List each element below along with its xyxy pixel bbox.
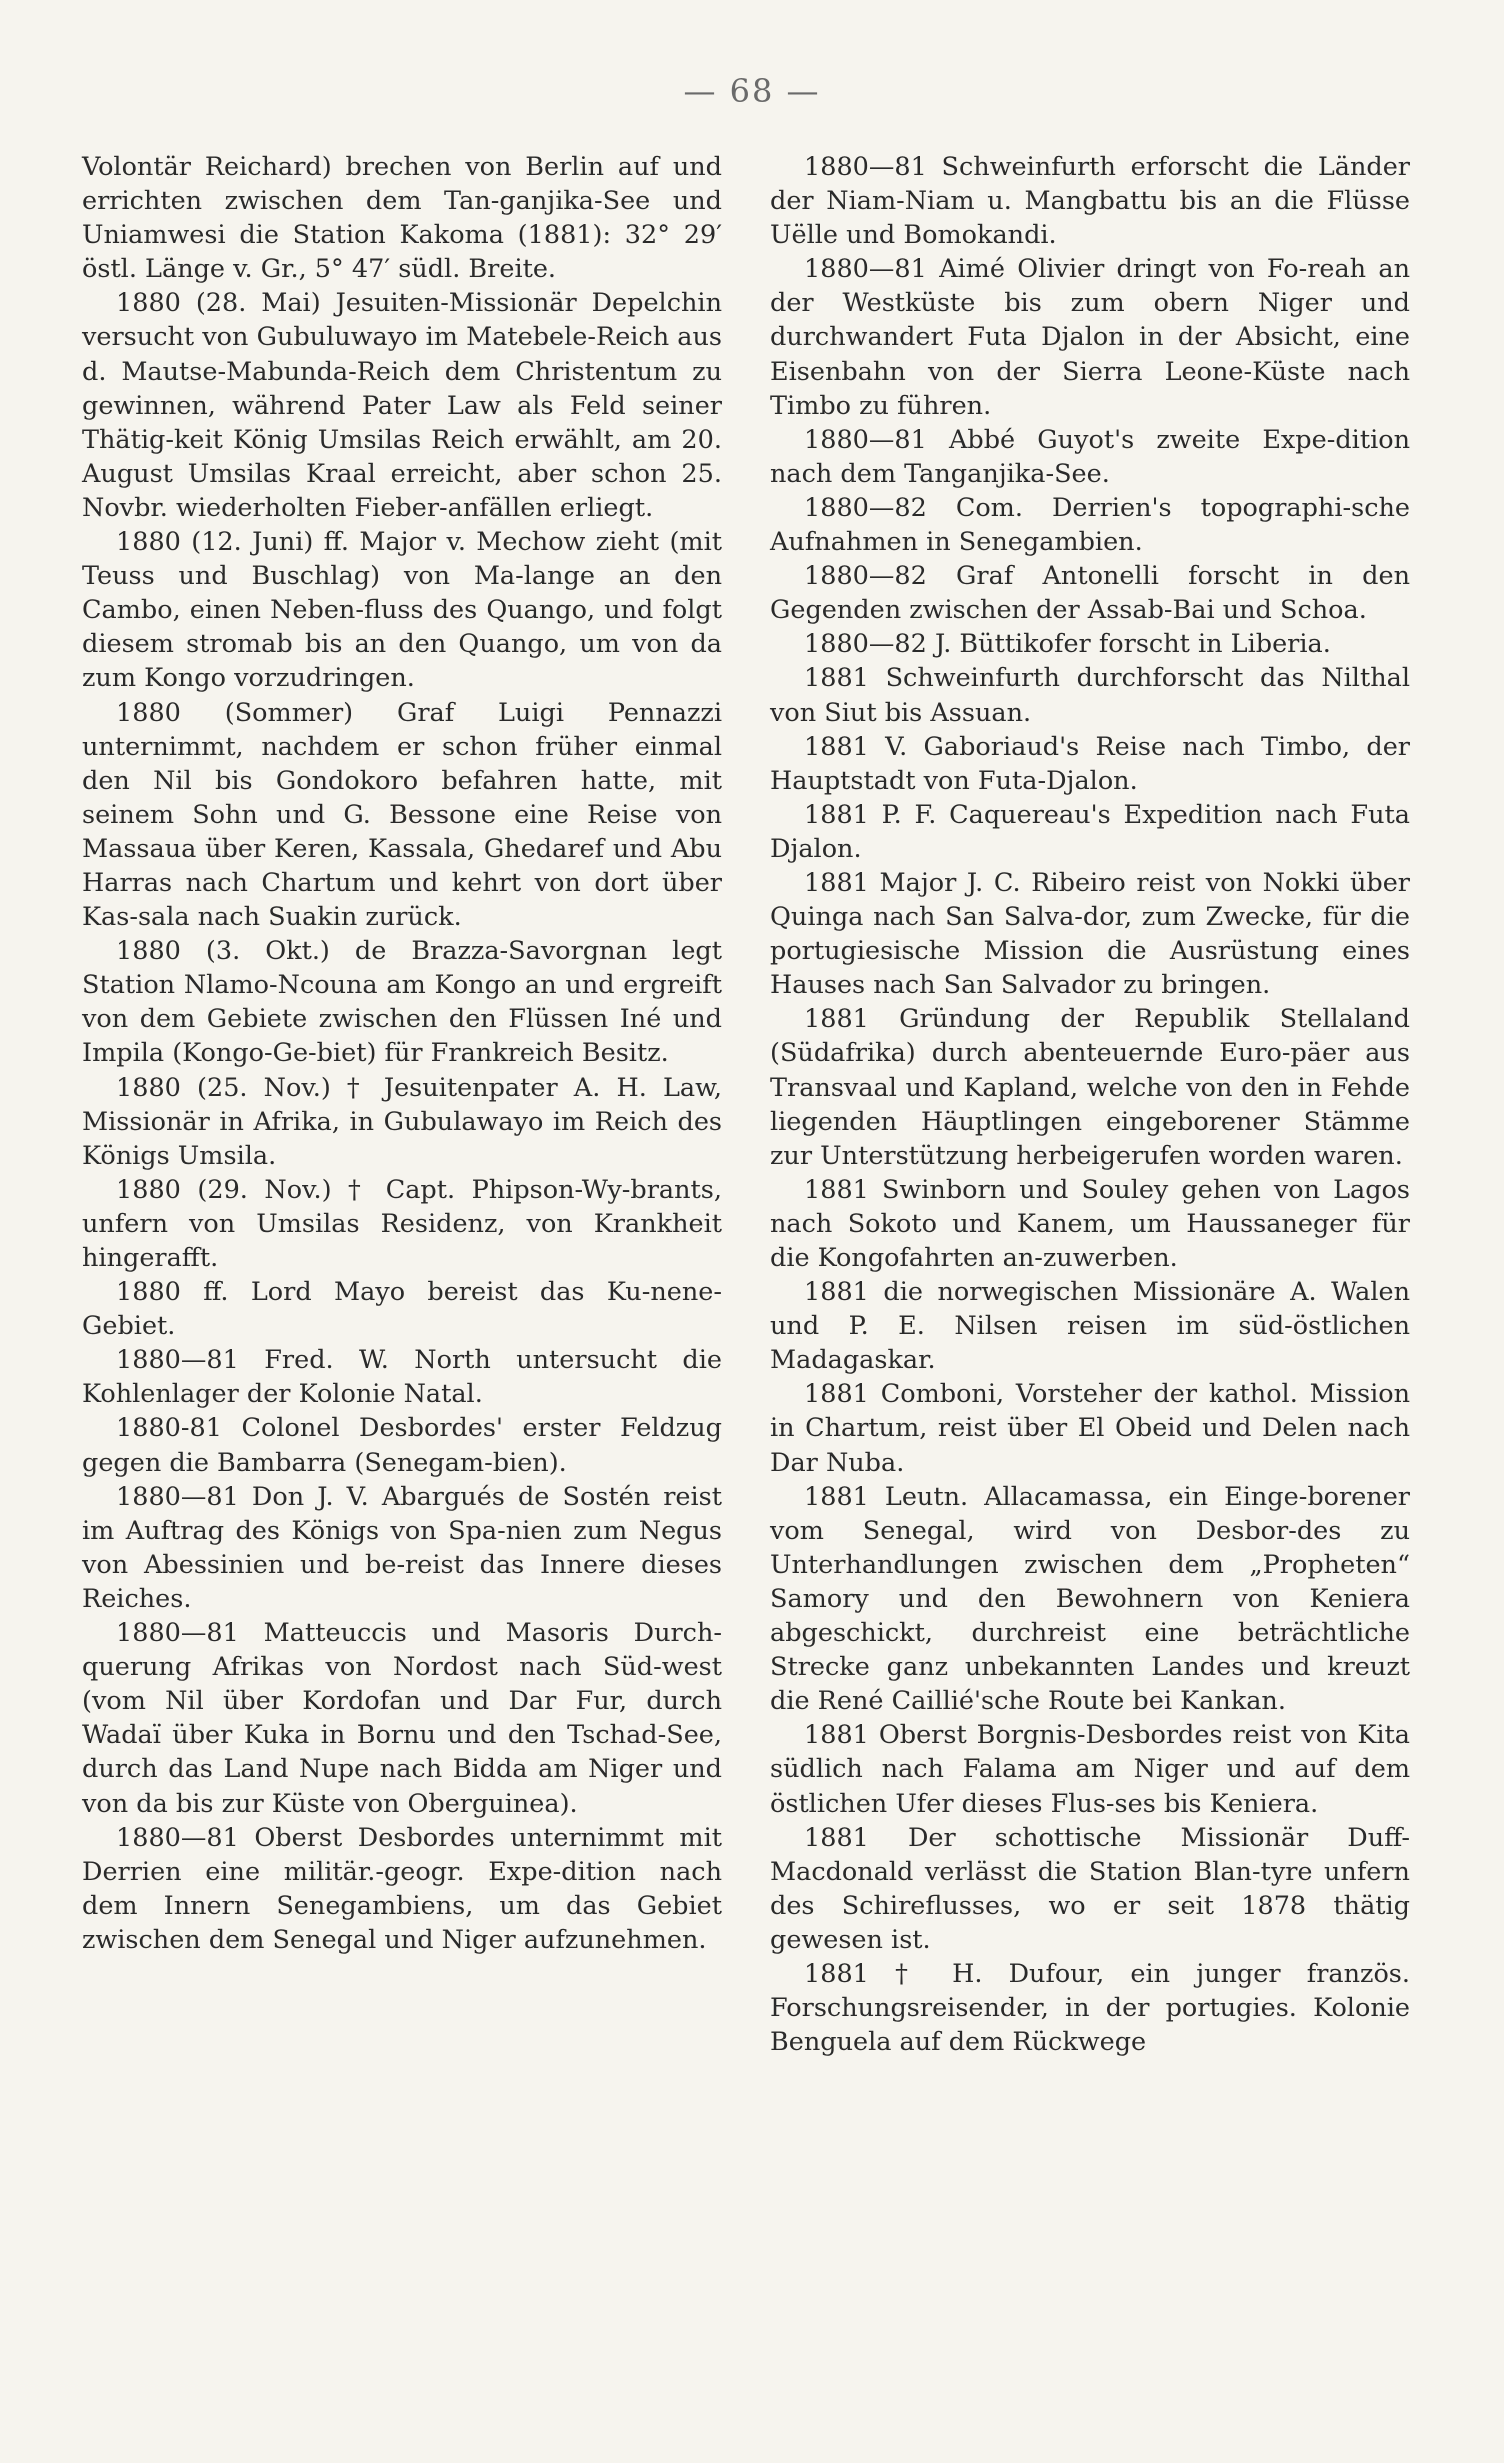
chronology-entry: 1880—81 Oberst Desbordes unternimmt mit Derrien eine militär.-geogr. Expe-dition nach dem Innern Senegambiens, um das Gebiet zwischen dem Senegal und Niger aufzunehmen.: [82, 1822, 722, 1955]
chronology-entry: 1881 P. F. Caquereau's Expedition nach Futa Djalon.: [770, 799, 1410, 864]
chronology-entry: 1880—81 Abbé Guyot's zweite Expe-dition nach dem Tanganjika-See.: [770, 424, 1410, 489]
chronology-entry: 1880—81 Schweinfurth erforscht die Länder der Niam-Niam u. Mangbattu bis an die Flüsse Uëlle und Bomokandi.: [770, 152, 1410, 251]
left-column: [82, 150, 722, 1957]
page-number: — 68 —: [683, 72, 821, 110]
right-column: [770, 150, 1410, 2059]
chronology-entry: 1881 Schweinfurth durchforscht das Nilthal von Siut bis Assuan.: [770, 663, 1410, 728]
chronology-entry: 1880—81 Matteuccis und Masoris Durch-querung Afrikas von Nordost nach Süd-west (vom Nil über Kordofan und Dar Fur, durch Wadaï über Kuka in Bornu und den Tschad-See, durch das Land Nupe nach Bidda am Niger und von da bis zur Küste von Oberguinea).: [82, 1618, 722, 1819]
chronology-entry: 1880 ff. Lord Mayo bereist das Ku-nene-Gebiet.: [82, 1277, 722, 1342]
chronology-entry: 1880 (25. Nov.) † Jesuitenpater A. H. Law, Missionär in Afrika, in Gubulawayo im Reich des Königs Umsila.: [82, 1072, 722, 1171]
chronology-entry: 1880—81 Aimé Olivier dringt von Fo-reah an der Westküste bis zum obern Niger und durchwandert Futa Djalon in der Absicht, eine Eisenbahn von der Sierra Leone-Küste nach Timbo zu führen.: [770, 254, 1410, 421]
chronology-entry: 1881 Oberst Borgnis-Desbordes reist von Kita südlich nach Falama am Niger und auf dem östlichen Ufer dieses Flus-ses bis Keniera.: [770, 1720, 1410, 1819]
chronology-entry: 1881 Comboni, Vorsteher der kathol. Mission in Chartum, reist über El Obeid und Delen nach Dar Nuba.: [770, 1379, 1410, 1478]
chronology-entry: 1880 (3. Okt.) de Brazza-Savorgnan legt Station Nlamo-Ncouna am Kongo an und ergreift von dem Gebiete zwischen den Flüssen Iné und Impila (Kongo-Ge-biet) für Frankreich Besitz.: [82, 936, 722, 1069]
chronology-entry: 1881 Swinborn und Souley gehen von Lagos nach Sokoto und Kanem, um Haussaneger für die Kongofahrten an-zuwerben.: [770, 1174, 1410, 1273]
chronology-entry: 1880—82 Com. Derrien's topographi-sche Aufnahmen in Senegambien.: [770, 492, 1410, 558]
chronology-entry: 1881 die norwegischen Missionäre A. Walen und P. E. Nilsen reisen im süd-östlichen Madagaskar.: [770, 1277, 1410, 1376]
chronology-entry: 1881 Der schottische Missionär Duff-Macdonald verlässt die Station Blan-tyre unfern des Schireflusses, wo er seit 1878 thätig gewesen ist.: [770, 1822, 1410, 1955]
chronology-entry: 1881 V. Gaboriaud's Reise nach Timbo, der Hauptstadt von Futa-Djalon.: [770, 731, 1410, 796]
chronology-entry: 1881 Leutn. Allacamassa, ein Einge-borener vom Senegal, wird von Desbor-des zu Unterhandlungen zwischen dem „Propheten“ Samory und den Bewohnern von Keniera abgeschickt, durchreist eine beträchtliche Strecke ganz unbekannten Landes und kreuzt die René Caillié'sche Route bei Kankan.: [770, 1481, 1410, 1717]
chronology-entry: 1880—82 Graf Antonelli forscht in den Gegenden zwischen der Assab-Bai und Schoa.: [770, 561, 1410, 626]
chronology-entry: 1880 (12. Juni) ff. Major v. Mechow zieht (mit Teuss und Buschlag) von Ma-lange an den Cambo, einen Neben-fluss des Quango, und folgt diesem stromab bis an den Quango, um von da zum Kongo vorzudringen.: [82, 527, 722, 694]
chronology-entry: 1880—82 J. Büttikofer forscht in Liberia.: [804, 629, 1331, 660]
chronology-entry: 1881 † H. Dufour, ein junger französ. Forschungsreisender, in der portugies. Kolonie Benguela auf dem Rückwege: [770, 1958, 1410, 2058]
chronology-entry: 1880 (29. Nov.) † Capt. Phipson-Wy-brants, unfern von Umsilas Residenz, von Krankheit hingerafft.: [82, 1174, 722, 1273]
chronology-entry: 1880—81 Fred. W. North untersucht die Kohlenlager der Kolonie Natal.: [82, 1345, 722, 1410]
chronology-entry: 1880 (28. Mai) Jesuiten-Missionär Depelchin versucht von Gubuluwayo im Matebele-Reich aus d. Mautse-Mabunda-Reich dem Christentum zu gewinnen, während Pater Law als Feld seiner Thätig-keit König Umsilas Reich erwählt, am 20. August Umsilas Kraal erreicht, aber schon 25. Novbr. wiederholten Fieber-anfällen erliegt.: [82, 288, 722, 523]
chronology-entry: 1880 (Sommer) Graf Luigi Pennazzi unternimmt, nachdem er schon früher einmal den Nil bis Gondokoro befahren hatte, mit seinem Sohn und G. Bessone eine Reise von Massaua über Keren, Kassala, Ghedaref und Abu Harras nach Chartum und kehrt von dort über Kas-sala nach Suakin zurück.: [82, 697, 722, 933]
chronology-entry: 1880—81 Don J. V. Abargués de Sostén reist im Auftrag des Königs von Spa-nien zum Negus von Abessinien und be-reist das Innere dieses Reiches.: [82, 1481, 722, 1614]
chronology-entry: Volontär Reichard) brechen von Berlin auf und errichten zwischen dem Tan-ganjika-See und Uniamwesi die Station Kakoma (1881): 32° 29′ östl. Länge v. Gr., 5° 47′ südl. Breite.: [82, 152, 722, 285]
chronology-entry: 1880-81 Colonel Desbordes' erster Feldzug gegen die Bambarra (Senegam-bien).: [82, 1413, 722, 1478]
chronology-entry: 1881 Major J. C. Ribeiro reist von Nokki über Quinga nach San Salva-dor, zum Zwecke, für die portugiesische Mission die Ausrüstung eines Hauses nach San Salvador zu bringen.: [770, 867, 1410, 1001]
chronology-entry: 1881 Gründung der Republik Stellaland (Südafrika) durch abenteuernde Euro-päer aus Transvaal und Kapland, welche von den in Fehde liegenden Häuptlingen eingeborener Stämme zur Unterstützung herbeigerufen worden waren.: [770, 1004, 1410, 1171]
